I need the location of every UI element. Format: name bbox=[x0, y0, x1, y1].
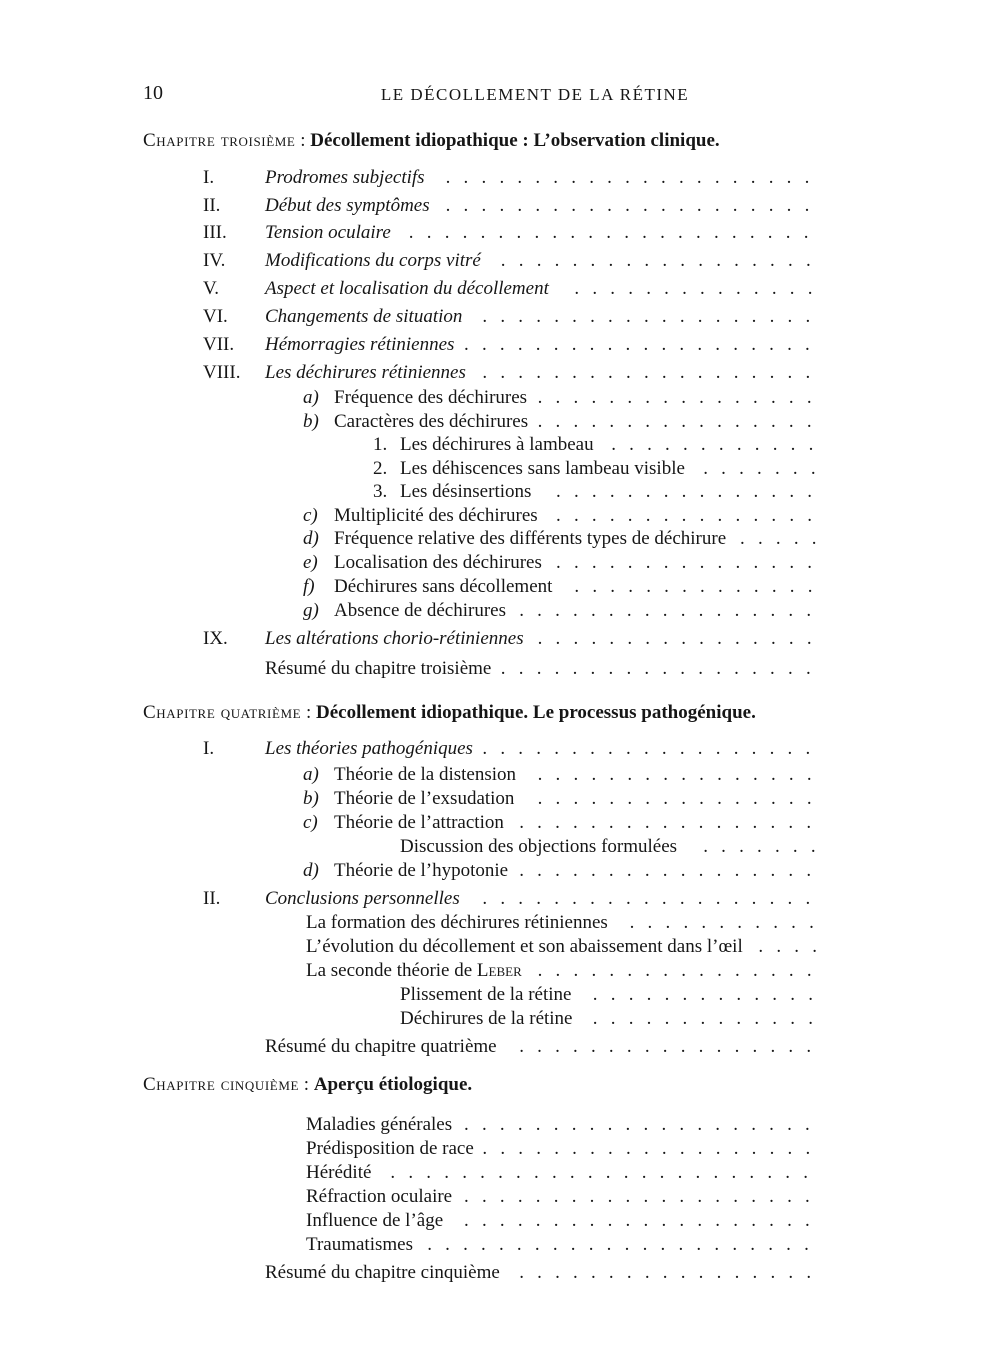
toc-entry-number: a) bbox=[303, 764, 319, 785]
toc-entry-number: II. bbox=[203, 888, 221, 909]
dot-leader: ................. bbox=[519, 1262, 825, 1283]
dot-leader: .............. bbox=[574, 576, 826, 597]
toc-entry-label: Plissement de la rétine bbox=[400, 984, 572, 1005]
toc-entry-text bbox=[265, 658, 491, 680]
toc-entry-text bbox=[334, 600, 506, 622]
toc-entry-number: e) bbox=[303, 552, 318, 573]
toc-entry-label: Les déhiscences sans lambeau visible bbox=[400, 458, 685, 479]
toc-entry-number: 3. bbox=[373, 481, 388, 502]
toc-entry-label: Théorie de l’exsudation bbox=[334, 788, 515, 809]
toc-entry-text bbox=[306, 936, 743, 958]
toc-entry-label: Les désinsertions bbox=[400, 481, 532, 502]
toc-entry-label: Conclusions personnelles bbox=[265, 888, 460, 909]
dot-leader: .............. bbox=[574, 278, 826, 299]
toc-entry-label: Discussion des objections formulées bbox=[400, 836, 678, 857]
toc-entry-number: II. bbox=[203, 195, 221, 216]
toc-entry-text bbox=[334, 552, 542, 574]
dot-leader: ............... bbox=[556, 552, 826, 573]
toc-entry-text bbox=[265, 1036, 497, 1058]
toc-entry-label: Déchirures de la rétine bbox=[400, 1008, 573, 1029]
toc-entry-label: Modifications du corps vitré bbox=[265, 250, 481, 271]
toc-entry-text bbox=[400, 1008, 573, 1030]
dot-leader: ........................ bbox=[390, 1162, 822, 1183]
chapter-separator: : bbox=[295, 130, 311, 151]
dot-leader: .................... bbox=[464, 1186, 823, 1207]
toc-entry-label: Prédisposition de race bbox=[306, 1138, 474, 1159]
dot-leader: ............. bbox=[592, 1008, 827, 1029]
dot-leader: ...................... bbox=[427, 1234, 823, 1255]
toc-entry-number: IX. bbox=[203, 628, 228, 649]
dot-leader: ................. bbox=[519, 600, 825, 621]
toc-entry-label: Résumé du chapitre cinquième bbox=[265, 1262, 500, 1283]
dot-leader: ..................... bbox=[445, 195, 823, 216]
toc-entry-text bbox=[265, 167, 425, 189]
toc-entry-text bbox=[265, 362, 466, 384]
dot-leader: ................ bbox=[537, 628, 825, 649]
toc-entry-text bbox=[334, 764, 516, 786]
toc-entry-text bbox=[306, 1138, 474, 1160]
dot-leader: ................... bbox=[482, 738, 824, 759]
toc-entry-text bbox=[400, 481, 531, 503]
toc-entry-author: Leber bbox=[476, 960, 522, 981]
chapter-separator: : bbox=[299, 1074, 314, 1095]
toc-entry-number: a) bbox=[303, 387, 319, 408]
toc-entry-label: Résumé du chapitre troisième bbox=[265, 658, 492, 679]
toc-entry-number: b) bbox=[303, 788, 319, 809]
toc-entry-label: Résumé du chapitre quatrième bbox=[265, 1036, 497, 1057]
toc-entry-text bbox=[265, 195, 430, 217]
toc-entry-label: Maladies générales bbox=[306, 1114, 453, 1135]
toc-entry-text bbox=[400, 836, 677, 858]
dot-leader: ............... bbox=[556, 505, 826, 526]
dot-leader: ................... bbox=[482, 888, 824, 909]
dot-leader: ................ bbox=[537, 387, 825, 408]
toc-entry-number: b) bbox=[303, 411, 319, 432]
toc-entry-text bbox=[265, 888, 460, 910]
toc-entry-text bbox=[265, 306, 462, 328]
toc-entry-label: Caractères des déchirures bbox=[334, 411, 529, 432]
toc-entry-label: La formation des déchirures rétiniennes bbox=[306, 912, 608, 933]
toc-entry-label: Les déchirures à lambeau bbox=[400, 434, 594, 455]
dot-leader: ............. bbox=[592, 984, 827, 1005]
toc-entry-text bbox=[265, 1262, 500, 1284]
toc-entry-label: Prodromes subjectifs bbox=[265, 167, 425, 188]
toc-entry-text bbox=[334, 812, 504, 834]
toc-entry-text bbox=[306, 1162, 371, 1184]
chapter-heading bbox=[143, 702, 756, 724]
dot-leader: ................... bbox=[482, 1138, 824, 1159]
toc-entry-label: Théorie de l’hypotonie bbox=[334, 860, 509, 881]
toc-entry-number: c) bbox=[303, 812, 318, 833]
toc-entry-label: Hémorragies rétiniennes bbox=[265, 334, 455, 355]
toc-entry-number: IV. bbox=[203, 250, 226, 271]
dot-leader: .................... bbox=[464, 1210, 823, 1231]
toc-entry-label: Traumatismes bbox=[306, 1234, 413, 1255]
toc-entry-label: La seconde théorie de bbox=[306, 960, 477, 981]
chapter-heading bbox=[143, 1074, 472, 1096]
toc-entry-label: Théorie de la distension bbox=[334, 764, 517, 785]
toc-entry-text bbox=[265, 334, 454, 356]
toc-entry-text bbox=[400, 434, 594, 456]
toc-entry-text bbox=[400, 458, 685, 480]
dot-leader: ................. bbox=[519, 1036, 825, 1057]
toc-entry-number: VII. bbox=[203, 334, 235, 355]
toc-entry-number: V. bbox=[203, 278, 220, 299]
toc-entry-label: Hérédité bbox=[306, 1162, 372, 1183]
toc-entry-text bbox=[265, 628, 524, 650]
toc-entry-text bbox=[306, 1186, 452, 1208]
toc-entry-label: Influence de l’âge bbox=[306, 1210, 444, 1231]
toc-entry-number: c) bbox=[303, 505, 318, 526]
chapter-heading bbox=[143, 130, 720, 152]
toc-entry-number: VI. bbox=[203, 306, 228, 327]
toc-entry-text bbox=[265, 278, 549, 300]
toc-entry-text bbox=[306, 1210, 443, 1232]
toc-entry-number: d) bbox=[303, 528, 319, 549]
toc-entry-label: Changements de situation bbox=[265, 306, 463, 327]
toc-entry-text bbox=[265, 222, 391, 244]
page-number: 10 bbox=[143, 82, 163, 104]
toc-entry-label: Les altérations chorio-rétiniennes bbox=[265, 628, 524, 649]
dot-leader: ................. bbox=[519, 860, 825, 881]
toc-entry-label: Tension oculaire bbox=[265, 222, 391, 243]
toc-entry-label: Fréquence des déchirures bbox=[334, 387, 528, 408]
dot-leader: ........... bbox=[629, 912, 828, 933]
toc-entry-text bbox=[306, 960, 522, 982]
toc-entry-label: Absence de déchirures bbox=[334, 600, 506, 621]
dot-leader: ....... bbox=[703, 458, 829, 479]
toc-entry-label: Début des symptômes bbox=[265, 195, 430, 216]
toc-entry-number: g) bbox=[303, 600, 319, 621]
toc-entry-label: L’évolution du décollement et son abaissement dans l’œil bbox=[306, 936, 743, 957]
toc-entry-label: Fréquence relative des différents types de déchirure bbox=[334, 528, 727, 549]
chapter-title: Décollement idiopathique : L’observation clinique. bbox=[310, 130, 720, 151]
dot-leader: .... bbox=[758, 936, 831, 957]
toc-entry-label: Réfraction oculaire bbox=[306, 1186, 453, 1207]
toc-entry-text bbox=[334, 576, 552, 598]
toc-entry-number: III. bbox=[203, 222, 227, 243]
toc-entry-text bbox=[306, 1114, 452, 1136]
dot-leader: ................... bbox=[482, 306, 824, 327]
toc-entry-number: 2. bbox=[373, 458, 388, 479]
dot-leader: ................. bbox=[519, 812, 825, 833]
toc-entry-text bbox=[334, 411, 528, 433]
dot-leader: ....................... bbox=[408, 222, 822, 243]
toc-entry-label: Théorie de l’attraction bbox=[334, 812, 504, 833]
running-head: LE DÉCOLLEMENT DE LA RÉTINE bbox=[380, 85, 690, 104]
chapter-label: Chapitre troisième bbox=[143, 130, 296, 151]
toc-entry-number: I. bbox=[203, 738, 215, 759]
toc-entry-label: Multiplicité des déchirures bbox=[334, 505, 538, 526]
toc-entry-text bbox=[334, 860, 508, 882]
toc-entry-label: Les déchirures rétiniennes bbox=[265, 362, 466, 383]
toc-entry-text bbox=[306, 1234, 413, 1256]
toc-entry-number: VIII. bbox=[203, 362, 241, 383]
dot-leader: .................... bbox=[464, 334, 823, 355]
toc-entry-label: Aspect et localisation du décollement bbox=[265, 278, 549, 299]
dot-leader: ................... bbox=[482, 362, 824, 383]
toc-entry-label: Déchirures sans décollement bbox=[334, 576, 553, 597]
toc-entry-number: d) bbox=[303, 860, 319, 881]
toc-entry-label: Les théories pathogéniques bbox=[265, 738, 473, 759]
chapter-label: Chapitre cinquième bbox=[143, 1074, 300, 1095]
dot-leader: ..................... bbox=[445, 167, 823, 188]
toc-entry-number: I. bbox=[203, 167, 215, 188]
chapter-separator: : bbox=[301, 702, 316, 723]
toc-entry-number: 1. bbox=[373, 434, 388, 455]
toc-entry-text bbox=[334, 505, 538, 527]
toc-entry-text bbox=[265, 738, 473, 760]
dot-leader: .................. bbox=[500, 658, 824, 679]
toc-entry-text bbox=[400, 984, 571, 1006]
toc-entry-number: f) bbox=[303, 576, 315, 597]
dot-leader: ................ bbox=[537, 411, 825, 432]
dot-leader: ................ bbox=[537, 960, 825, 981]
dot-leader: .................. bbox=[500, 250, 824, 271]
dot-leader: ............... bbox=[556, 481, 826, 502]
toc-entry-text bbox=[265, 250, 481, 272]
chapter-title: Aperçu étiologique. bbox=[313, 1074, 473, 1095]
toc-entry-label: Localisation des déchirures bbox=[334, 552, 542, 573]
toc-entry-text bbox=[334, 788, 514, 810]
dot-leader: ................ bbox=[537, 764, 825, 785]
dot-leader: .................... bbox=[464, 1114, 823, 1135]
toc-entry-text bbox=[334, 387, 527, 409]
dot-leader: ............ bbox=[611, 434, 827, 455]
dot-leader: ....... bbox=[703, 836, 829, 857]
toc-entry-text bbox=[334, 528, 726, 550]
toc-entry-text bbox=[306, 912, 608, 934]
dot-leader: ..... bbox=[740, 528, 830, 549]
chapter-label: Chapitre quatrième bbox=[143, 702, 302, 723]
chapter-title: Décollement idiopathique. Le processus pathogénique. bbox=[316, 702, 756, 723]
dot-leader: ................ bbox=[537, 788, 825, 809]
